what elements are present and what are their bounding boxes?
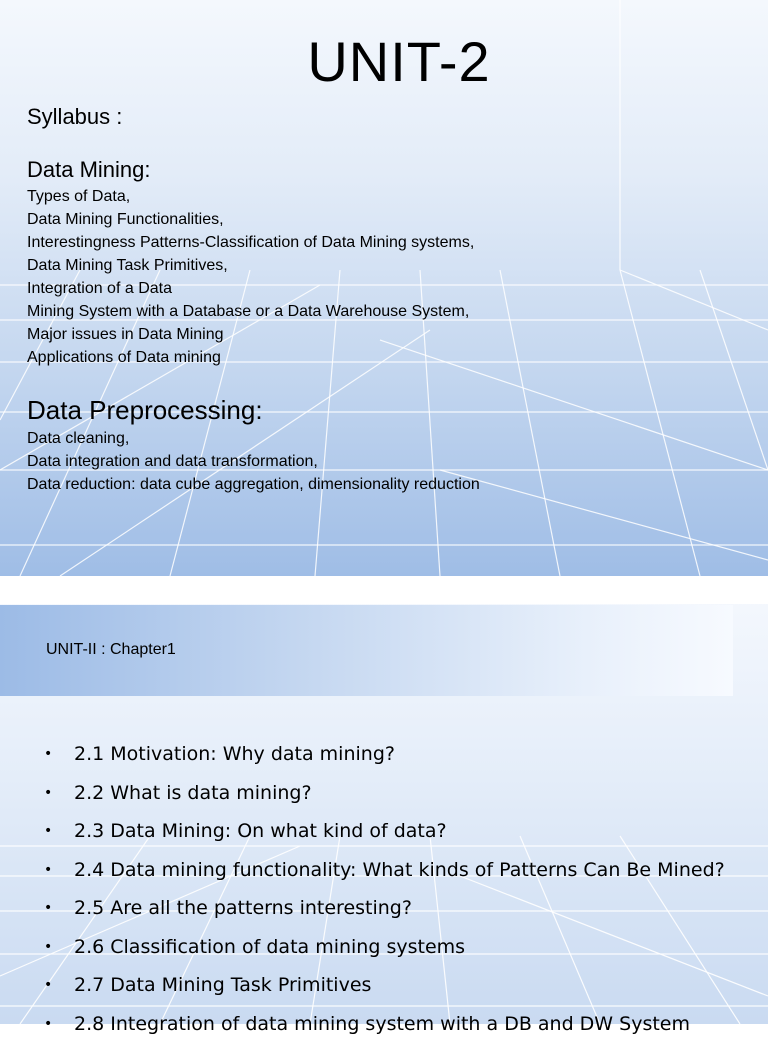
list-item-text: 2.5 Are all the patterns interesting? <box>74 897 412 919</box>
data-preprocessing-heading: Data Preprocessing: <box>27 394 263 426</box>
topic-item: Data integration and data transformation, <box>27 450 480 473</box>
topic-item: Major issues in Data Mining <box>27 323 474 346</box>
list-item-text: 2.2 What is data mining? <box>74 782 312 804</box>
topic-item: Data cleaning, <box>27 427 480 450</box>
chapter-title: UNIT-II : Chapter1 <box>46 639 176 661</box>
bullet-icon: • <box>44 931 52 963</box>
data-mining-topic-list <box>27 185 474 369</box>
list-item <box>44 1008 725 1046</box>
topic-item: Mining System with a Database or a Data Warehouse System, <box>27 300 474 323</box>
topic-item: Data Mining Task Primitives, <box>27 254 474 277</box>
slide-separator <box>0 576 768 604</box>
topic-item: Data reduction: data cube aggregation, dimensionality reduction <box>27 473 480 496</box>
topic-item: Data Mining Functionalities, <box>27 208 474 231</box>
bullet-icon: • <box>44 777 52 809</box>
slide-title: UNIT-2 <box>0 26 768 98</box>
list-item <box>44 854 725 893</box>
bullet-icon: • <box>44 815 52 847</box>
list-item <box>44 892 725 931</box>
topic-item: Applications of Data mining <box>27 346 474 369</box>
list-item-text: 2.8 Integration of data mining system with a DB and DW System <box>74 1013 690 1035</box>
list-item-text: 2.1 Motivation: Why data mining? <box>74 743 395 765</box>
bullet-icon: • <box>44 892 52 924</box>
bullet-icon: • <box>44 738 52 770</box>
list-item <box>44 815 725 854</box>
topic-item: Interestingness Patterns-Classification of Data Mining systems, <box>27 231 474 254</box>
chapter-contents-list <box>44 738 725 1046</box>
list-item <box>44 777 725 816</box>
bullet-icon: • <box>44 969 52 1001</box>
list-item-text: 2.6 Classification of data mining systems <box>74 936 465 958</box>
topic-item: Integration of a Data <box>27 277 474 300</box>
syllabus-label: Syllabus : <box>27 103 122 131</box>
topic-item: Types of Data, <box>27 185 474 208</box>
list-item <box>44 969 725 1008</box>
bullet-icon: • <box>44 1008 52 1040</box>
list-item-text: 2.3 Data Mining: On what kind of data? <box>74 820 447 842</box>
data-mining-heading: Data Mining: <box>27 156 151 184</box>
list-item-text: 2.4 Data mining functionality: What kinds of Patterns Can Be Mined? <box>74 859 725 881</box>
list-item <box>44 931 725 970</box>
list-item <box>44 738 725 777</box>
bullet-icon: • <box>44 854 52 886</box>
data-preprocessing-topic-list <box>27 427 480 496</box>
list-item-text: 2.7 Data Mining Task Primitives <box>74 974 371 996</box>
